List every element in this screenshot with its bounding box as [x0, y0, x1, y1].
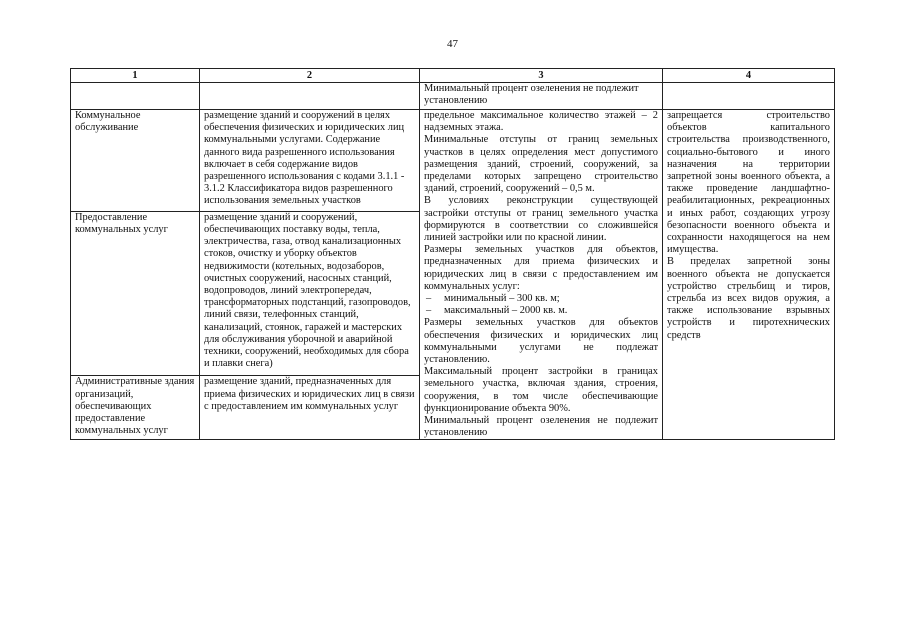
cell-parameters	[420, 110, 663, 440]
cell-use-name: Предоставление коммунальных услуг	[71, 211, 200, 376]
param-reconstruction: В условиях реконструкции существующей застройки отступы от границ земельного участка формируются в соответствии со сложившейся линией застройки или по красной линии.	[424, 195, 658, 244]
param-setbacks: Минимальные отступы от границ земельных участков в целях определения мест допустимого размещения зданий, строений, сооружений, за пределами которых запрещено строительство зданий, строений, сооружений – 0,5 м.	[424, 134, 658, 195]
table-row-continuation	[71, 83, 835, 110]
regulations-table	[70, 68, 835, 440]
cell-use-description: размещение зданий и сооружений, обеспечивающих поставку воды, тепла, электричества, газа, отвод канализационных стоков, очистку и уборку объектов недвижимости (котельных, водозаборов, очистных сооружений, насосных станций, водопроводов, линий электропередач, трансформаторных подстанций, газопроводов, линий связи, телефонных станций, канализаций, стоянок, гаражей и мастерских для обслуживания уборочной и аварийной техники, сооружений, необходимых для сбора и плавки снега)	[200, 211, 420, 376]
header-col-3: 3	[420, 69, 663, 83]
table-row	[71, 110, 835, 212]
header-col-1: 1	[71, 69, 200, 83]
param-plot-sizes-not-set: Размеры земельных участков для объектов обеспечения физических и юридических лиц коммунальными услугами не подлежат установлению.	[424, 317, 658, 366]
cell-greening-carryover: Минимальный процент озеленения не подлежит установлению	[420, 83, 663, 110]
cell-restrictions	[663, 110, 835, 440]
cell-use-name: Административные здания организаций, обеспечивающих предоставление коммунальных услуг	[71, 376, 200, 440]
restriction-shooting: В пределах запретной зоны военного объекта не допускается устройство стрельбищ и тиров, стрельба из всех видов оружия, а также использование взрывных устройств и пиротехнических средств	[667, 256, 830, 341]
param-max-coverage: Максимальный процент застройки в границах земельного участка, включая здания, строения, сооружения, в том числе обеспечивающие функционирование объекта 90%.	[424, 366, 658, 414]
cell-empty-1	[71, 83, 200, 110]
cell-use-description: размещение зданий, предназначенных для приема физических и юридических лиц в связи с предоставлением им коммунальных услуг	[200, 376, 420, 440]
param-plot-sizes-intro: Размеры земельных участков для объектов, предназначенных для приема физических и юридических лиц в связи с предоставлением им коммунальных услуг:	[424, 244, 658, 292]
list-item: – минимальный – 300 кв. м;	[424, 293, 658, 305]
header-row	[71, 69, 835, 83]
header-col-4: 4	[663, 69, 835, 83]
plot-size-list	[424, 293, 658, 317]
cell-empty-2	[200, 83, 420, 110]
param-floors: предельное максимальное количество этажей – 2 надземных этажа.	[424, 110, 658, 134]
param-min-greening: Минимальный процент озеленения не подлежит установлению	[424, 415, 658, 439]
header-col-2: 2	[200, 69, 420, 83]
cell-use-description: размещение зданий и сооружений в целях обеспечения физических и юридических лиц коммунальными услугами. Содержание данного вида разрешенного использования включает в себя содержание видов разрешенного использования с кодами 3.1.1 - 3.1.2 Классификатора видов разрешенного использования земельных участков	[200, 110, 420, 212]
cell-use-name: Коммунальное обслуживание	[71, 110, 200, 212]
list-item: – максимальный – 2000 кв. м.	[424, 305, 658, 317]
restriction-construction: запрещается строительство объектов капитального строительства производственного, социально-бытового и иного назначения на территории запретной зоны военного объекта, а также проведение ландшафтно-реабилитационных, рекреационных и иных работ, создающих угрозу безопасности военного объекта и сохранности находящегося на нем имущества.	[667, 110, 830, 256]
cell-empty-4	[663, 83, 835, 110]
page-number: 47	[447, 38, 458, 50]
